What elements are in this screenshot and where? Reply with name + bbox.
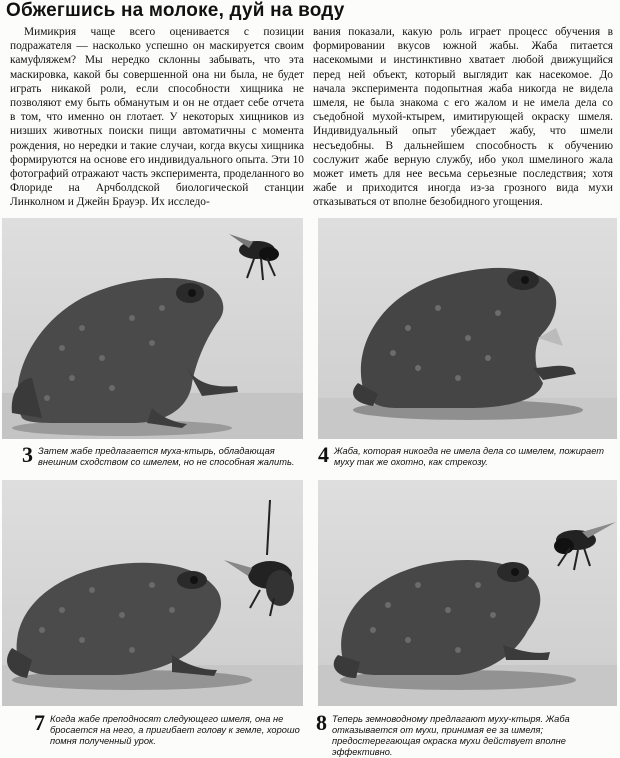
photo-3-number: 3	[22, 442, 33, 467]
article-title: Обжегшись на молоке, дуй на воду	[6, 0, 345, 21]
photo-7	[2, 480, 303, 706]
bumblebee-illustration	[224, 500, 294, 616]
article-text-right-column: вания показали, какую роль играет процесс обучения в формировании вкусов южной жабы. Жаба питается насекомыми и инстинктивно хватает любой движущийся перед ней объект, который выглядит как насекомое. До начала эксперимента подопытная жаба никогда не видела шмеля, не была знакома с его жалом и не имела дела со съедобной мухой-ктырем, имитирующей окраску шмеля. Индивидуальный опыт убеждает жабу, что шмели несъедобны. В дальнейшем способность к обучению сослужит жабе верную службу, ибо укол шмелиного жала может иметь для нее весьма серьезные последствия; хотя жабе и приходится иногда из-за грозного вида мухи отказываться от вполне безобидного угощения.	[313, 26, 613, 209]
robber-fly-illustration	[554, 522, 616, 570]
photo-4-caption-text: Жаба, которая никогда не имела дела со шмелем, пожирает муху так же охотно, как стрекозу.	[334, 446, 605, 467]
photo-7-caption	[34, 712, 304, 747]
article-text-left-column: Мимикрия чаще всего оценивается с позиции подражателя — насколько успешно он маскируется своим камуфляжем? Мы нередко склонны забывать, что эта маскировка, какой бы совершенной она ни была, не будет играть никакой роли, если способности хищника не позволяют ему быть обманутым и он не отдает себе отчета в том, что именно он глотает. У некоторых хищников из низших животных поиски пищи автоматичны с момента рождения, но нередки и такие случаи, когда вкусы хищника формируются на основе его индивидуального опыта. Эти 10 фотографий отражают часть эксперимента, проделанного во Флориде на Арчболдской биологической станции Линколном и Джейн Брауэр. Их исследо-	[10, 26, 304, 209]
photo-4	[318, 218, 617, 439]
photo-3-caption-text: Затем жабе предлагается муха-ктырь, обладающая внешним сходством со шмелем, но не способная жалить.	[38, 446, 295, 467]
photo-8-caption-text: Теперь земноводному предлагают муху-ктыря. Жаба отказывается от мухи, принимая ее за шмеля; предостерегающая окраска мухи действует вполне эффективно.	[332, 714, 570, 757]
photo-8	[318, 480, 617, 706]
photo-7-number: 7	[34, 710, 45, 735]
toad-illustration	[7, 563, 252, 690]
photo-3	[2, 218, 303, 439]
photo-3-caption	[22, 444, 304, 468]
photo-8-number: 8	[316, 710, 327, 735]
robber-fly-illustration	[229, 234, 279, 280]
photo-4-caption	[318, 444, 614, 468]
photo-4-number: 4	[318, 442, 329, 467]
photo-7-caption-text: Когда жабе преподносят следующего шмеля, она не бросается на него, а пригибает голову к земле, хорошо помня полученный урок.	[50, 714, 300, 746]
toad-illustration	[353, 268, 583, 420]
photo-8-caption	[316, 712, 614, 758]
